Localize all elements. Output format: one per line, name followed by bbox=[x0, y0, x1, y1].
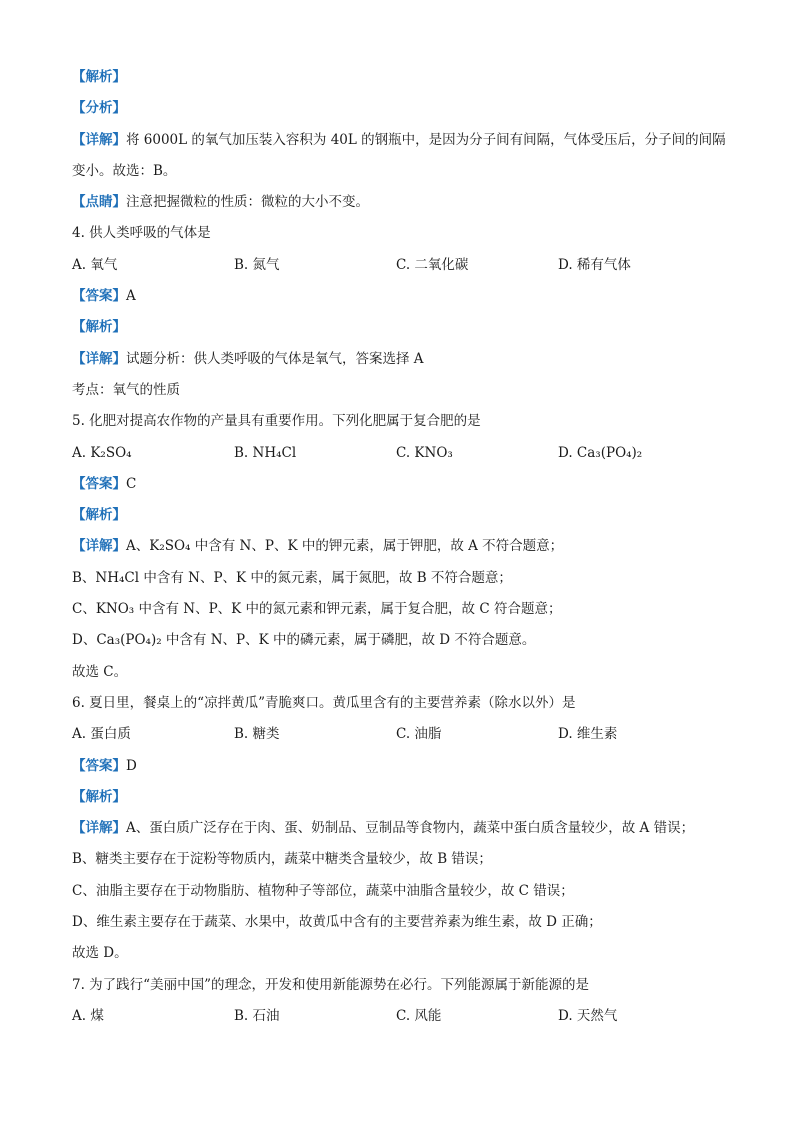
text-line bbox=[72, 406, 732, 437]
text-line bbox=[72, 970, 732, 1001]
answer-option: B. 糖类 bbox=[234, 726, 280, 743]
text-line bbox=[72, 938, 732, 969]
text-line bbox=[72, 531, 732, 562]
text-line bbox=[72, 876, 732, 907]
line-text: C bbox=[126, 475, 137, 492]
answer-options bbox=[72, 719, 732, 750]
answer-option: A. 煤 bbox=[72, 1007, 104, 1024]
text-line bbox=[72, 375, 732, 406]
text-line bbox=[72, 187, 732, 218]
line-text: A bbox=[126, 288, 136, 305]
answer-option: C. 二氧化碳 bbox=[396, 256, 469, 273]
line-text: D、Ca₃(PO₄)₂ 中含有 N、P、K 中的磷元素，属于磷肥，故 D 不符合题意。 bbox=[72, 632, 536, 649]
line-text: 故选 C。 bbox=[72, 663, 128, 680]
line-text: 试题分析：供人类呼吸的气体是氧气，答案选择 A bbox=[126, 350, 424, 367]
answer-option: D. 天然气 bbox=[558, 1007, 618, 1024]
section-tag: 【详解】 bbox=[72, 131, 126, 148]
answer-option: B. 氮气 bbox=[234, 256, 280, 273]
answer-options bbox=[72, 438, 732, 469]
text-line bbox=[72, 563, 732, 594]
text-line bbox=[72, 500, 732, 531]
document-page bbox=[72, 62, 732, 1032]
line-text: 注意把握微粒的性质：微粒的大小不变。 bbox=[126, 194, 369, 211]
answer-option: C. KNO₃ bbox=[396, 444, 453, 461]
answer-options bbox=[72, 1001, 732, 1032]
section-tag: 【解析】 bbox=[72, 319, 126, 336]
text-line bbox=[72, 281, 732, 312]
text-line bbox=[72, 907, 732, 938]
text-line bbox=[72, 625, 732, 656]
section-tag: 【点睛】 bbox=[72, 194, 126, 211]
answer-option: A. K₂SO₄ bbox=[72, 444, 132, 461]
section-tag: 【答案】 bbox=[72, 475, 126, 492]
answer-option: A. 蛋白质 bbox=[72, 726, 131, 743]
line-text: 将 6000L 的氧气加压装入容积为 40L 的钢瓶中，是因为分子间有间隔，气体受压后，分子间的间隔变小。故选：B。 bbox=[72, 131, 726, 179]
line-text: C、油脂主要存在于动物脂肪、植物种子等部位，蔬菜中油脂含量较少，故 C 错误； bbox=[72, 882, 574, 899]
section-tag: 【解析】 bbox=[72, 507, 126, 524]
line-text: B、NH₄Cl 中含有 N、P、K 中的氮元素，属于氮肥，故 B 不符合题意； bbox=[72, 569, 512, 586]
text-line bbox=[72, 218, 732, 249]
line-text: D、维生素主要存在于蔬菜、水果中，故黄瓜中含有的主要营养素为维生素，故 D 正确； bbox=[72, 914, 602, 931]
line-text: 7. 为了践行“美丽中国”的理念，开发和使用新能源势在必行。下列能源属于新能源的是 bbox=[72, 976, 589, 993]
answer-option: D. 维生素 bbox=[558, 726, 618, 743]
answer-option: B. NH₄Cl bbox=[234, 444, 297, 461]
text-line bbox=[72, 844, 732, 875]
section-tag: 【答案】 bbox=[72, 288, 126, 305]
answer-option: D. 稀有气体 bbox=[558, 256, 631, 273]
text-line bbox=[72, 782, 732, 813]
line-text: 5. 化肥对提高农作物的产量具有重要作用。下列化肥属于复合肥的是 bbox=[72, 413, 481, 430]
answer-option: A. 氧气 bbox=[72, 256, 118, 273]
text-line bbox=[72, 751, 732, 782]
text-line bbox=[72, 657, 732, 688]
text-line bbox=[72, 469, 732, 500]
answer-option: C. 风能 bbox=[396, 1007, 442, 1024]
line-text: A、K₂SO₄ 中含有 N、P、K 中的钾元素，属于钾肥，故 A 不符合题意； bbox=[126, 538, 564, 555]
section-tag: 【详解】 bbox=[72, 820, 126, 837]
line-text: C、KNO₃ 中含有 N、P、K 中的氮元素和钾元素，属于复合肥，故 C 符合题意； bbox=[72, 601, 562, 618]
text-line bbox=[72, 312, 732, 343]
line-text: 6. 夏日里，餐桌上的“凉拌黄瓜”青脆爽口。黄瓜里含有的主要营养素（除水以外）是 bbox=[72, 694, 576, 711]
section-tag: 【详解】 bbox=[72, 538, 126, 555]
text-line bbox=[72, 344, 732, 375]
line-text: 考点：氧气的性质 bbox=[72, 381, 180, 398]
answer-option: D. Ca₃(PO₄)₂ bbox=[558, 444, 643, 461]
text-line bbox=[72, 688, 732, 719]
answer-options bbox=[72, 250, 732, 281]
section-tag: 【解析】 bbox=[72, 69, 126, 85]
line-text: 故选 D。 bbox=[72, 945, 128, 962]
section-tag: 【答案】 bbox=[72, 757, 126, 774]
paragraph bbox=[72, 125, 732, 188]
answer-option: B. 石油 bbox=[234, 1007, 280, 1024]
line-text: A、蛋白质广泛存在于肉、蛋、奶制品、豆制品等食物内，蔬菜中蛋白质含量较少，故 A 错误； bbox=[126, 820, 695, 837]
text-line bbox=[72, 62, 732, 93]
text-line bbox=[72, 813, 732, 844]
line-text: B、糖类主要存在于淀粉等物质内，蔬菜中糖类含量较少，故 B 错误； bbox=[72, 851, 492, 868]
answer-option: C. 油脂 bbox=[396, 726, 442, 743]
section-tag: 【详解】 bbox=[72, 350, 126, 367]
section-tag: 【分析】 bbox=[72, 100, 126, 117]
text-line bbox=[72, 93, 732, 124]
section-tag: 【解析】 bbox=[72, 788, 126, 805]
line-text: 4. 供人类呼吸的气体是 bbox=[72, 225, 211, 242]
line-text: D bbox=[126, 757, 137, 774]
text-line bbox=[72, 594, 732, 625]
